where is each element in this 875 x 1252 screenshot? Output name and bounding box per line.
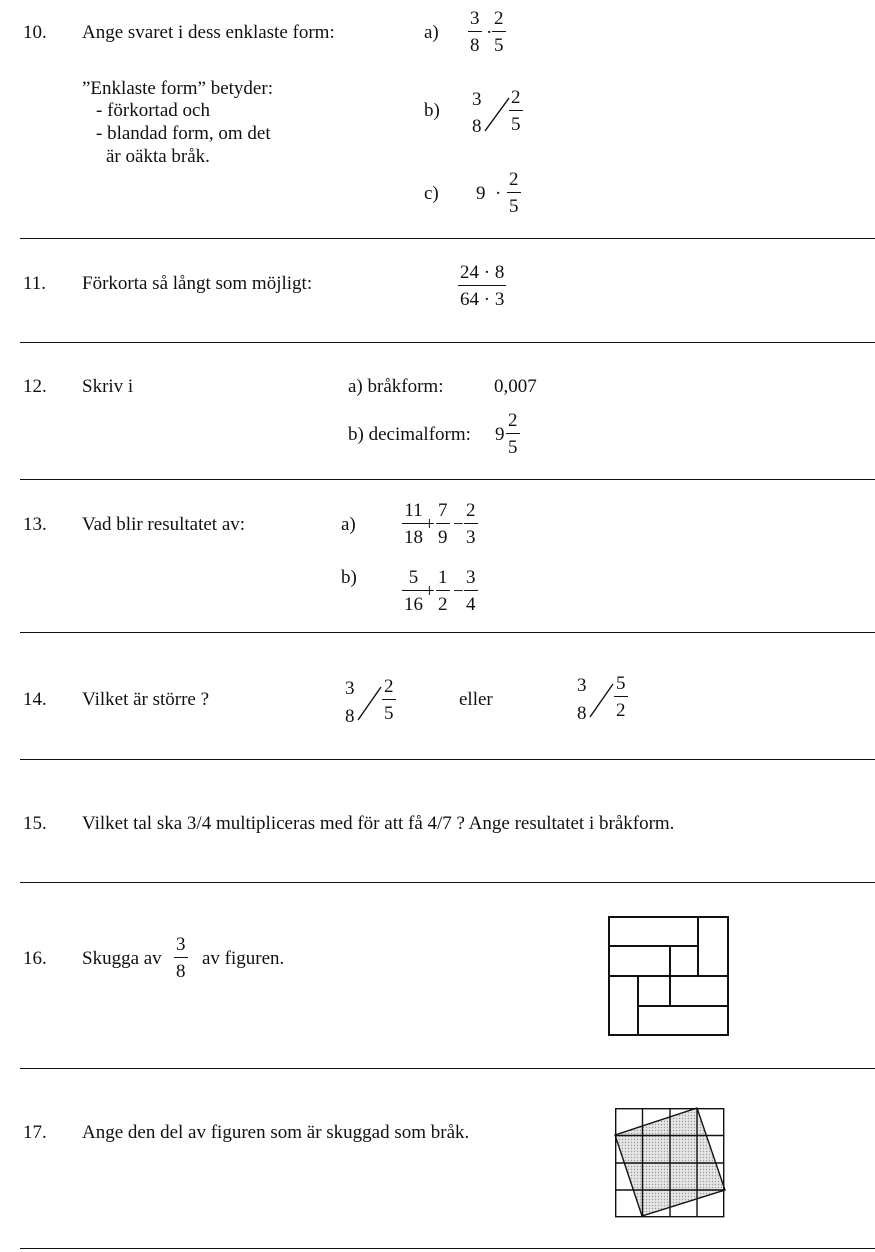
- problem-13a-label: a): [341, 514, 356, 535]
- denominator: 5: [509, 110, 523, 134]
- numerator: 24 · 8: [460, 262, 505, 283]
- problem-10c-operator: ·: [495, 183, 502, 204]
- plus-operator: +: [424, 514, 435, 535]
- numerator: 2: [466, 500, 476, 521]
- problem-10a-fraction-1: [468, 9, 482, 55]
- problem-13-prompt: Vad blir resultatet av:: [82, 514, 246, 535]
- divider: [20, 238, 875, 239]
- numerator: 2: [509, 169, 519, 190]
- numerator: 5: [408, 567, 419, 588]
- problem-11-number: 11.: [23, 273, 47, 294]
- minus-operator: −: [453, 581, 464, 602]
- problem-11-fraction: [458, 263, 506, 309]
- problem-14-second-fraction-2: [614, 674, 628, 720]
- numerator: 3: [466, 567, 476, 588]
- problem-12b-label: b) decimalform:: [348, 424, 471, 445]
- divider: [20, 632, 875, 633]
- problem-14-second-slash: [0, 0, 1, 1]
- problem-14-first-fraction-2: [382, 677, 396, 723]
- problem-13a-term-2: [436, 501, 450, 547]
- problem-12-prompt: Skriv i: [82, 376, 134, 397]
- denominator: 18: [402, 523, 425, 547]
- problem-10-prompt: Ange svaret i dess enklaste form:: [82, 22, 335, 43]
- divider: [20, 759, 875, 760]
- denominator: 16: [402, 590, 425, 614]
- problem-10c-whole: 9: [476, 183, 486, 204]
- minus-operator: −: [453, 514, 464, 535]
- numerator: 2: [494, 8, 504, 29]
- denominator: 5: [507, 192, 521, 216]
- plus-operator: +: [424, 581, 435, 602]
- problem-14-second-denominator-1: 8: [577, 703, 587, 724]
- numerator: 3: [470, 8, 480, 29]
- numerator: 1: [438, 567, 448, 588]
- problem-14-first-denominator-1: 8: [345, 706, 355, 727]
- problem-10b-denominator-1: 8: [472, 116, 482, 137]
- numerator: 3: [176, 934, 186, 955]
- problem-13b-term-2: [436, 568, 450, 614]
- denominator: 5: [492, 31, 506, 55]
- divider: [20, 342, 875, 343]
- problem-16-prompt-after: av figuren.: [202, 948, 285, 969]
- problem-10c-label: c): [424, 183, 439, 204]
- numerator: 2: [511, 87, 521, 108]
- problem-10-note-title: ”Enklaste form” betyder:: [82, 78, 273, 99]
- problem-13b-term-3: [464, 568, 478, 614]
- problem-16-number: 16.: [23, 948, 47, 969]
- numerator: 11: [404, 500, 423, 521]
- problem-10b-numerator-1: 3: [472, 89, 482, 110]
- problem-17-grid-figure: [615, 1108, 725, 1218]
- problem-13a-term-3: [464, 501, 478, 547]
- problem-17-prompt: Ange den del av figuren som är skuggad som bråk.: [82, 1122, 470, 1143]
- problem-12b-whole: 9: [495, 424, 505, 445]
- denominator: 8: [174, 957, 188, 981]
- denominator: 2: [436, 590, 450, 614]
- problem-11-prompt: Förkorta så långt som möjligt:: [82, 273, 313, 294]
- problem-10-note-line2: - blandad form, om det: [96, 123, 271, 144]
- numerator: 5: [616, 673, 626, 694]
- numerator: 2: [508, 410, 518, 431]
- problem-15-prompt: Vilket tal ska 3/4 multipliceras med för att få 4/7 ? Ange resultatet i bråkform.: [82, 813, 675, 834]
- problem-10-number: 10.: [23, 22, 47, 43]
- denominator: 9: [436, 523, 450, 547]
- problem-10a-operator: ·: [486, 22, 493, 43]
- denominator: 5: [382, 699, 396, 723]
- divider: [20, 882, 875, 883]
- divider: [20, 479, 875, 480]
- problem-13b-term-1: [402, 568, 425, 614]
- problem-14-first-numerator-1: 3: [345, 678, 355, 699]
- problem-12a-value: 0,007: [494, 376, 537, 397]
- denominator: 2: [614, 696, 628, 720]
- denominator: 64 · 3: [458, 285, 506, 309]
- denominator: 3: [464, 523, 478, 547]
- problem-16-prompt-before: Skugga av: [82, 948, 162, 969]
- problem-17-number: 17.: [23, 1122, 47, 1143]
- problem-13b-label: b): [341, 567, 357, 588]
- numerator: 7: [438, 500, 448, 521]
- problem-10a-fraction-2: [492, 9, 506, 55]
- problem-10a-label: a): [424, 22, 439, 43]
- problem-13a-term-1: [402, 501, 425, 547]
- problem-15-number: 15.: [23, 813, 47, 834]
- denominator: 5: [506, 433, 520, 457]
- problem-10b-label: b): [424, 100, 440, 121]
- problem-16-rectangle-figure: [608, 916, 730, 1036]
- problem-10c-fraction: [507, 170, 521, 216]
- problem-14-number: 14.: [23, 689, 47, 710]
- problem-12a-label: a) bråkform:: [348, 376, 444, 397]
- problem-10b-fraction-2: [509, 88, 523, 134]
- numerator: 2: [384, 676, 394, 697]
- problem-10-note-line1: - förkortad och: [96, 100, 210, 121]
- denominator: 8: [468, 31, 482, 55]
- problem-14-second-numerator-1: 3: [577, 675, 587, 696]
- problem-16-fraction: [174, 935, 188, 981]
- denominator: 4: [464, 590, 478, 614]
- problem-14-or-word: eller: [459, 689, 493, 710]
- divider: [20, 1068, 875, 1069]
- problem-10-note-line3: är oäkta bråk.: [106, 146, 210, 167]
- problem-13-number: 13.: [23, 514, 47, 535]
- problem-14-prompt: Vilket är större ?: [82, 689, 210, 710]
- problem-12b-fraction: [506, 411, 520, 457]
- problem-12-number: 12.: [23, 376, 47, 397]
- divider: [20, 1248, 875, 1249]
